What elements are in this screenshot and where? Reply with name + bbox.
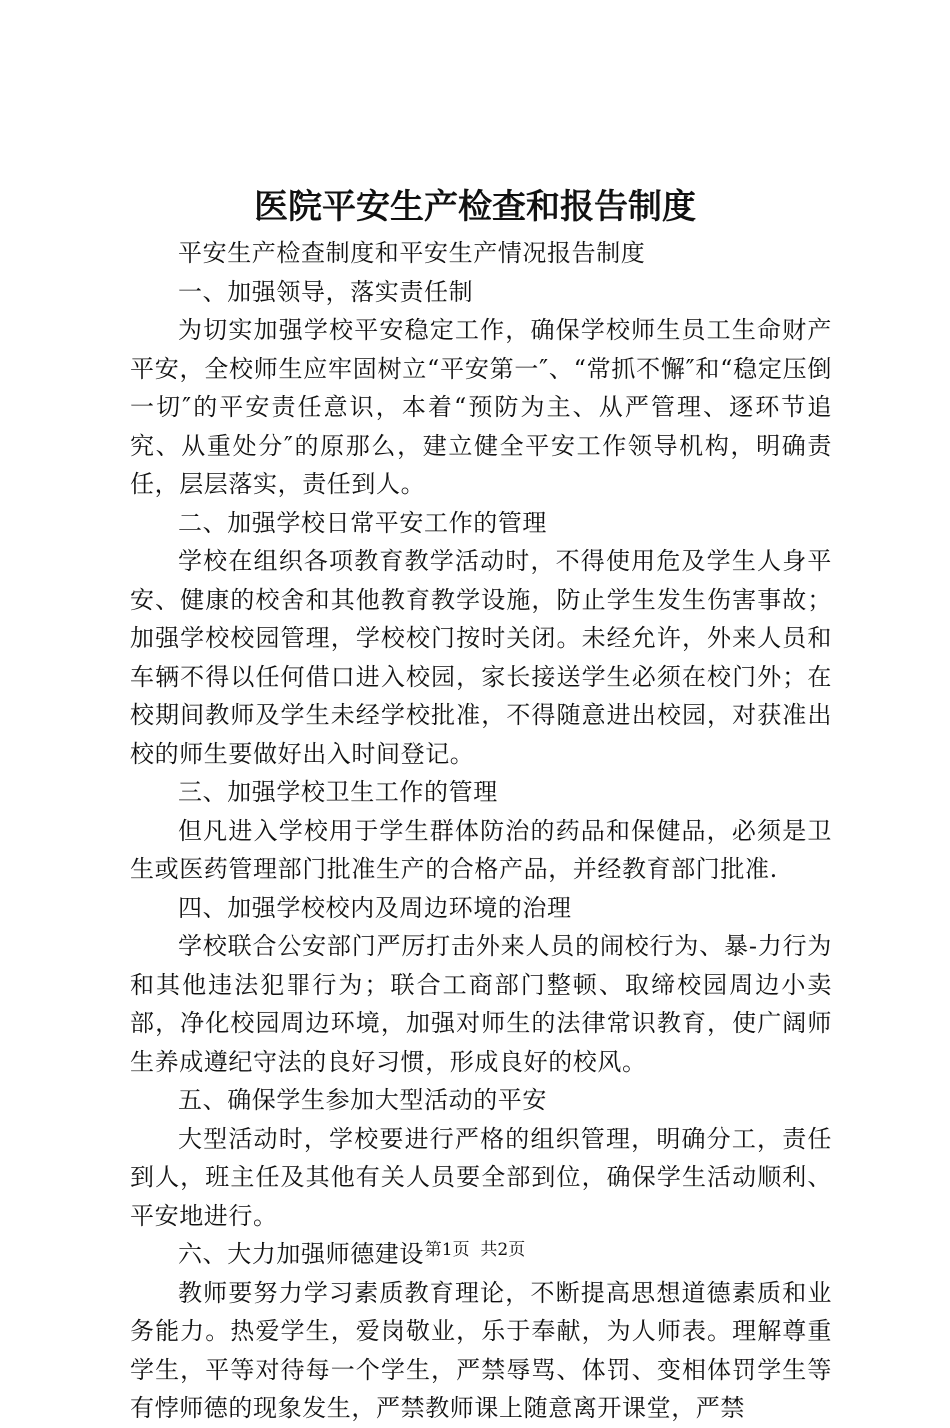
section-heading: 六、大力加强师德建设 — [178, 1240, 424, 1268]
section-heading: 四、加强学校校内及周边环境的治理 — [178, 893, 572, 922]
paragraph: 但凡进入学校用于学生群体防治的药品和保健品，必须是卫生或医药管理部门批准生产的合格产品，并经教育部门批准. — [130, 816, 832, 883]
paragraph: 大型活动时，学校要进行严格的组织管理，明确分工，责任到人，班主任及其他有关人员要全部到位，确保学生活动顺利、平安地进行。 — [130, 1124, 832, 1230]
page-number-label: 第1页 共2页 — [424, 1240, 526, 1260]
paragraph: 学校联合公安部门严厉打击外来人员的闹校行为、暴-力行为和其他违法犯罪行为；联合工商部门整顿、取缔校园周边小卖部，净化校园周边环境，加强对师生的法律常识教育，使广阔师生养成遵纪守法的良好习惯，形成良好的校风。 — [130, 932, 832, 1076]
section-heading: 五、确保学生参加大型活动的平安 — [178, 1086, 547, 1114]
section-heading: 平安生产检查制度和平安生产情况报告制度 — [178, 239, 646, 267]
section-heading: 一、加强领导，落实责任制 — [178, 277, 474, 306]
paragraph: 为切实加强学校平安稳定工作，确保学校师生员工生命财产平安，全校师生应牢固树立“平安第一″、“常抓不懈″和“稳定压倒一切″的平安责任意识，本着“预防为主、从严管理、逐环节追究、从重处分″的原那么，建立健全平安工作领导机构，明确责任，层层落实，责任到人。 — [130, 316, 832, 498]
paragraph: 教师要努力学习素质教育理论，不断提高思想道德素质和业务能力。热爱学生，爱岗敬业，乐于奉献，为人师表。理解尊重学生，平等对待每一个学生，严禁辱骂、体罚、变相体罚学生等有悖师德的现象发生，严禁教师课上随意离开课堂，严禁 — [130, 1278, 832, 1422]
paragraph: 学校在组织各项教育教学活动时，不得使用危及学生人身平安、健康的校舍和其他教育教学设施，防止学生发生伤害事故；加强学校校园管理，学校校门按时关闭。未经允许，外来人员和车辆不得以任何借口进入校园，家长接送学生必须在校门外；在校期间教师及学生未经学校批准，不得随意进出校园，对获准出校的师生要做好出入时间登记。 — [130, 547, 832, 768]
section-heading: 二、加强学校日常平安工作的管理 — [178, 508, 547, 537]
document-title: 医院平安生产检查和报告制度 — [254, 187, 696, 227]
section-heading: 三、加强学校卫生工作的管理 — [178, 778, 498, 806]
page-footer — [0, 1238, 950, 1262]
